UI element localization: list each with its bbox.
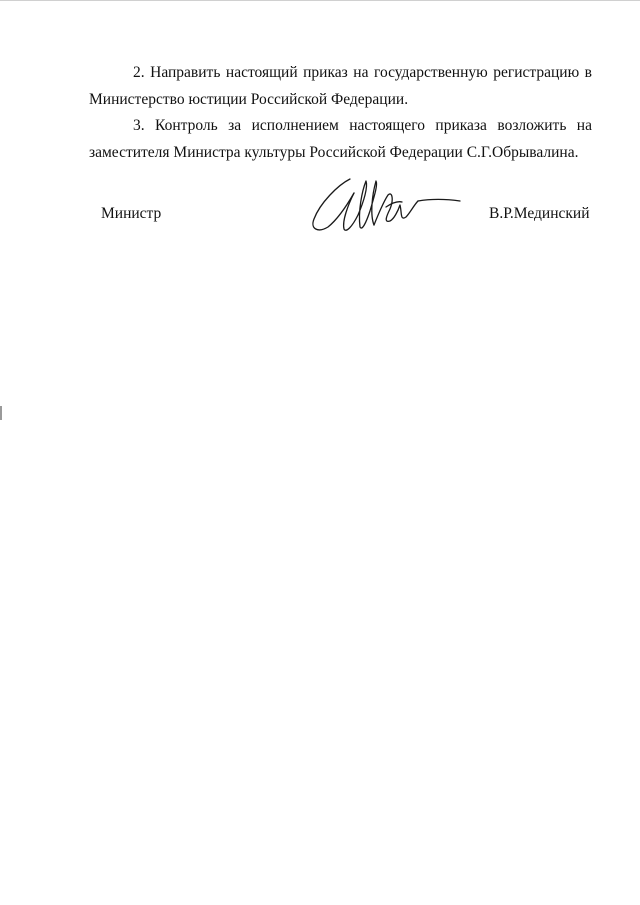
paragraph-line: заместителя Министра культуры Российской Федерации С.Г.Обрывалина. bbox=[89, 144, 579, 161]
paragraph-line: 2. Направить настоящий приказ на государственную регистрацию в bbox=[133, 64, 592, 81]
signer-position: Министр bbox=[101, 205, 162, 222]
paragraph-line: 3. Контроль за исполнением настоящего приказа возложить на bbox=[133, 117, 592, 134]
paragraph-item-2 bbox=[89, 59, 592, 113]
paragraph-item-3 bbox=[89, 112, 592, 166]
handwritten-signature bbox=[306, 171, 466, 237]
signature-block bbox=[0, 171, 640, 241]
paragraph-line: Министерство юстиции Российской Федерации. bbox=[89, 91, 409, 108]
signer-name: В.Р.Мединский bbox=[489, 205, 590, 222]
scan-edge-mark bbox=[0, 406, 2, 420]
